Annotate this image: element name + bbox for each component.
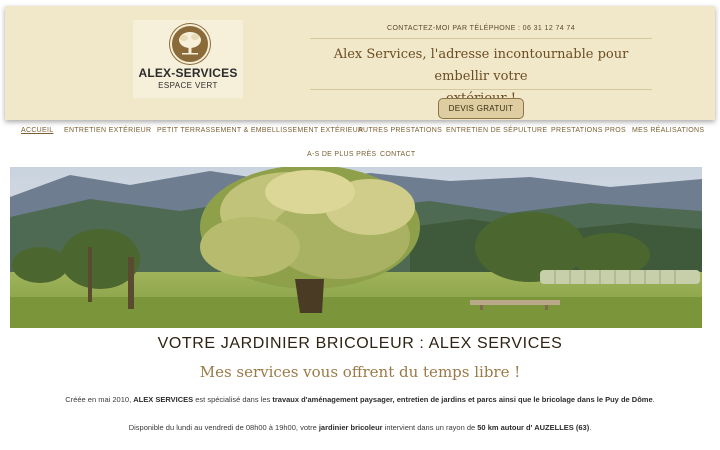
intro-paragraph — [60, 394, 660, 406]
bold-radius: 50 km autour d' AUZELLES (63) — [477, 423, 590, 432]
nav-item-contact[interactable]: CONTACT — [380, 151, 416, 158]
divider — [310, 38, 652, 39]
text: Créée en mai 2010, — [65, 395, 134, 404]
tagline-line-1: Alex Services, l'adresse incontournable pour embellir votre — [333, 47, 629, 84]
nav-item-petit-terrassement[interactable]: PETIT TERRASSEMENT & EMBELLISSEMENT EXTÉRIEUR — [157, 127, 364, 134]
nav-item-mes-realisations[interactable]: MES RÉALISATIONS — [632, 127, 705, 134]
nav-item-prestations-pros[interactable]: PRESTATIONS PROS — [551, 127, 626, 134]
nav-item-accueil[interactable]: ACCUEIL — [21, 127, 54, 134]
free-quote-button[interactable]: DEVIS GRATUIT — [438, 98, 524, 119]
availability-paragraph — [60, 422, 660, 434]
nav-item-autres-prestations[interactable]: AUTRES PRESTATIONS — [358, 127, 443, 134]
nav-item-entretien-exterieur[interactable]: ENTRETIEN EXTÉRIEUR — [64, 127, 152, 134]
text: . — [652, 395, 655, 404]
nav-item-entretien-sepulture[interactable]: ENTRETIEN DE SÉPULTURE — [446, 127, 548, 134]
bold-services: travaux d'aménagement paysager, entretien de jardins et parcs ainsi que le bricolage dans le Puy de Dôme — [272, 395, 653, 404]
bold-company-name: ALEX SERVICES — [133, 395, 194, 404]
text: est spécialisé dans les — [193, 395, 273, 404]
text: Disponible du lundi au vendredi de 08h00 à 19h00, votre — [128, 423, 319, 432]
contact-phone[interactable]: CONTACTEZ-MOI PAR TÉLÉPHONE : 06 31 12 74 74 — [387, 25, 575, 32]
divider — [310, 89, 652, 90]
main-nav-row-2 — [0, 151, 720, 165]
tree-icon — [170, 24, 210, 64]
main-nav-row-1 — [0, 127, 720, 141]
text: . — [589, 423, 592, 432]
hero-landscape-image — [10, 167, 702, 328]
logo-name: ALEX-SERVICES — [138, 66, 238, 80]
logo-subtitle: ESPACE VERT — [158, 81, 218, 90]
site-logo[interactable] — [133, 20, 243, 98]
nav-item-as-de-plus-pres[interactable]: A-S DE PLUS PRÈS — [307, 151, 377, 158]
bold-role: jardinier bricoleur — [318, 423, 383, 432]
text: intervient dans un rayon de — [382, 423, 478, 432]
site-header — [5, 6, 715, 120]
page-subtitle: Mes services vous offrent du temps libre ! — [199, 363, 521, 381]
page-title: VOTRE JARDINIER BRICOLEUR : ALEX SERVICES — [157, 335, 563, 352]
